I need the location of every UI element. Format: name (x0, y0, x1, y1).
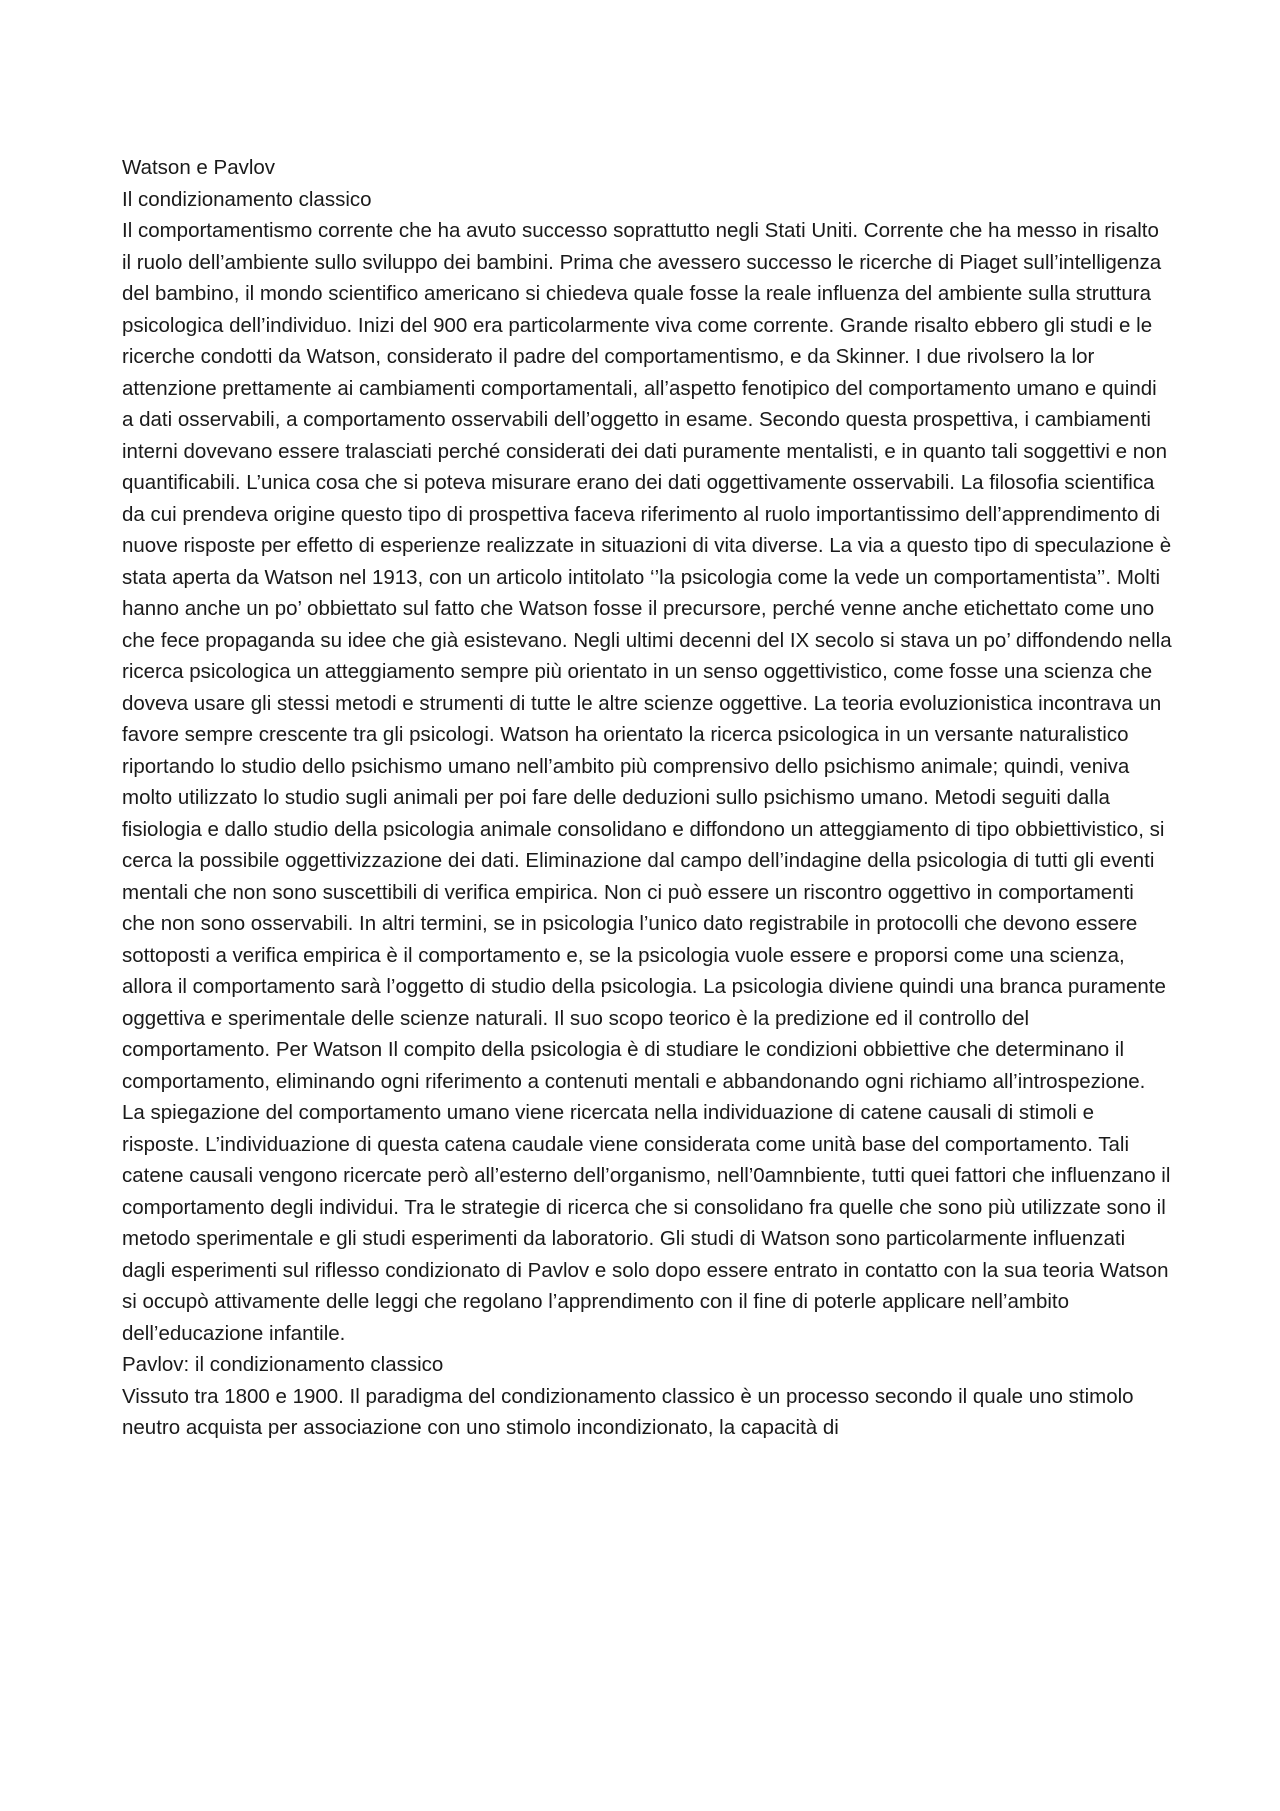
document-subtitle: Il condizionamento classico (122, 187, 372, 211)
section-heading-pavlov: Pavlov: il condizionamento classico (122, 1353, 444, 1376)
paragraph-pavlov: Vissuto tra 1800 e 1900. Il paradigma del condizionamento classico è un processo secondo il quale uno stimolo neutro acquista per associazione con uno stimolo incondizionato, la capacità di (122, 1384, 1134, 1439)
document-title: Watson e Pavlov (122, 156, 276, 179)
paragraph-watson: Il comportamentismo corrente che ha avuto successo soprattutto negli Stati Uniti. Corrente che ha messo in risalto il ruolo dell’ambiente sullo sviluppo dei bambini. Prima che avessero successo le ricerche di Piaget sull’intelligenza del bambino, il mondo scientifico americano si chiedeva quale fosse la reale influenza del ambiente sulla struttura psicologica dell’individuo. Inizi del 900 era particolarmente viva come corrente. Grande risalto ebbero gli studi e le ricerche condotti da Watson, considerato il padre del comportamentismo, e da Skinner. I due rivolsero la lor attenzione prettamente ai cambiamenti comportamentali, all’aspetto fenotipico del comportamento umano e quindi a dati osservabili, a comportamento osservabili dell’oggetto in esame. Secondo questa prospettiva, i cambiamenti interni dovevano essere tralasciati perché considerati dei dati puramente mentalisti, e in quanto tali soggettivi e non quantificabili. L’unica cosa che si poteva misurare erano dei dati oggettivamente osservabili. La filosofia scientifica da cui prendeva origine questo tipo di prospettiva faceva riferimento al ruolo importantissimo dell’apprendimento di nuove risposte per effetto di esperienze realizzate in situazioni di vita diverse. La via a questo tipo di speculazione è stata aperta da Watson nel 1913, con un articolo intitolato ‘’la psicologia come la vede un comportamentista’’. Molti hanno anche un po’ obbiettato sul fatto che Watson fosse il precursore, perché venne anche etichettato come uno che fece propaganda su idee che già esistevano. Negli ultimi decenni del IX secolo si stava un po’ diffondendo nella ricerca psicologica un atteggiamento sempre più orientato in un senso oggettivistico, come fosse una scienza che doveva usare gli stessi metodi e strumenti di tutte le altre scienze oggettive. La teoria evoluzionistica incontrava un favore sempre crescente tra gli psicologi. Watson ha orientato la ricerca psicologica in un versante naturalistico riportando lo studio dello psichismo umano nell’ambito più comprensivo dello psichismo animale; quindi, veniva molto utilizzato lo studio sugli animali per poi fare delle deduzioni sullo psichismo umano. Metodi seguiti dalla fisiologia e dallo studio della psicologia animale consolidano e diffondono un atteggiamento di tipo obbiettivistico, si cerca la possibile oggettivizzazione dei dati. Eliminazione dal campo dell’indagine della psicologia di tutti gli eventi mentali che non sono suscettibili di verifica empirica. Non ci può essere un riscontro oggettivo in comportamenti che non sono osservabili. In altri termini, se in psicologia l’unico dato registrabile in protocolli che devono essere sottoposti a verifica empirica è il comportamento e, se la psicologia vuole essere e proporsi come una scienza, allora il comportamento sarà l’oggetto di studio della psicologia. La psicologia diviene quindi una branca puramente oggettiva e sperimentale delle scienze naturali. Il suo scopo teorico è la predizione ed il controllo del comportamento. Per Watson Il compito della psicologia è di studiare le condizioni obbiettive che determinano il comportamento, eliminando ogni riferimento a contenuti mentali e abbandonando ogni richiamo all’introspezione. La spiegazione del comportamento umano viene ricercata nella individuazione di catene causali di stimoli e risposte. L’individuazione di questa catena caudale viene considerata come unità base del comportamento. Tali catene causali vengono ricercate però all’esterno dell’organismo, nell’0amnbiente, tutti quei fattori che influenzano il comportamento degli individui. Tra le strategie di ricerca che si consolidano fra quelle che sono più utilizzate sono il metodo sperimentale e gli studi esperimenti da laboratorio. Gli studi di Watson sono particolarmente influenzati dagli esperimenti sul riflesso condizionato di Pavlov e solo dopo essere entrato in contatto con la sua teoria Watson si occupò attivamente delle leggi che regolano l’apprendimento con il fine di poterle applicare nell’ambito dell’educazione infantile. (122, 219, 1172, 1345)
document-body (122, 152, 1172, 1444)
